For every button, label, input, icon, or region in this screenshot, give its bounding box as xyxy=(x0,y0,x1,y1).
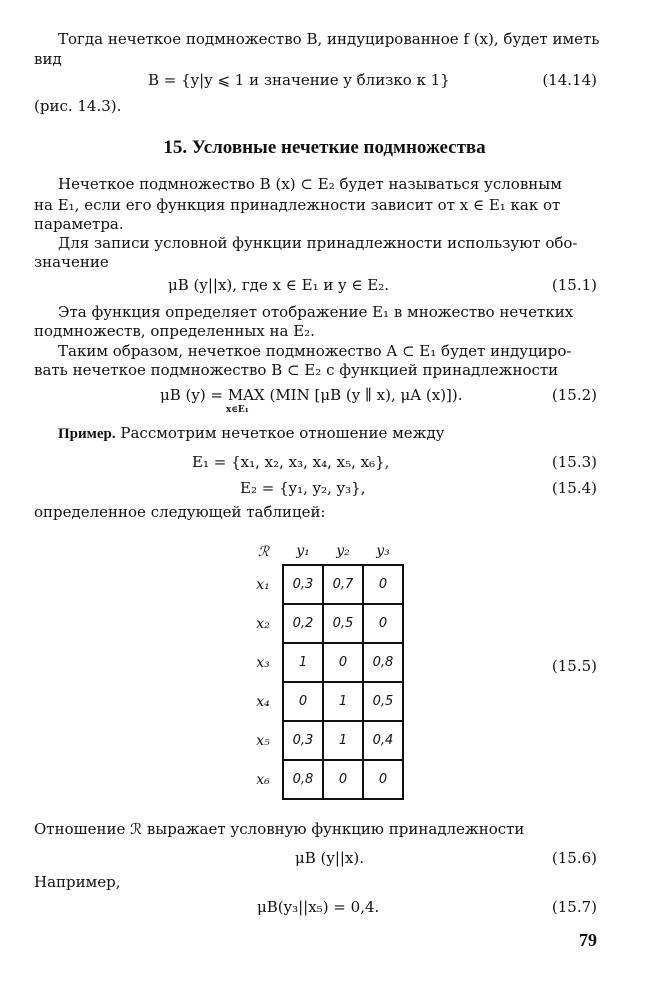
text-line: Например, xyxy=(34,873,121,891)
figure-reference: (рис. 14.3). xyxy=(34,97,122,115)
row-header: x₄ xyxy=(256,693,270,710)
page-number: 79 xyxy=(579,930,597,950)
table-cell: 0 xyxy=(363,604,403,643)
text-line: вать нечеткое подмножество B ⊂ E₂ с функцией принадлежности xyxy=(34,361,559,379)
column-header: y₂ xyxy=(336,543,350,559)
table-row xyxy=(244,643,403,682)
table-cell: 1 xyxy=(323,721,363,760)
table-cell: 0,8 xyxy=(283,760,323,799)
text-line: на E₁, если его функция принадлежности зависит от x ∈ E₁ как от xyxy=(34,196,561,214)
table-row xyxy=(244,565,403,604)
text-line: Нечеткое подмножество B (x) ⊂ E₂ будет называться условным xyxy=(58,175,562,193)
max-operator xyxy=(225,385,265,415)
equation-15-6: μB (y||x). xyxy=(295,849,365,867)
equation-number: (15.2) xyxy=(551,386,597,404)
text-line: Таким образом, нечеткое подмножество A ⊂ E₁ будет индуциро- xyxy=(58,342,572,360)
table-cell: 0,2 xyxy=(283,604,323,643)
text-line: подмножеств, определенных на E₂. xyxy=(34,322,315,340)
text-line: определенное следующей таблицей: xyxy=(34,503,326,521)
equation-number: (15.1) xyxy=(551,276,597,294)
equation-15-7: μB(y₃||x₅) = 0,4. xyxy=(257,898,380,916)
text-line: параметра. xyxy=(34,215,124,233)
relation-table-wrap xyxy=(244,538,404,800)
max-subscript: x∈E₁ xyxy=(225,405,249,415)
table-cell: 0 xyxy=(323,643,363,682)
text-line: Тогда нечеткое подмножество B, индуцированное f (x), будет иметь xyxy=(58,30,600,48)
table-cell: 0,3 xyxy=(283,565,323,604)
column-header: y₁ xyxy=(296,543,310,559)
equation-number: (15.3) xyxy=(551,453,597,471)
equation-lhs: μB (y) = xyxy=(160,386,228,404)
table-cell: 1 xyxy=(283,643,323,682)
table-cell: 0,4 xyxy=(363,721,403,760)
table-cell: 1 xyxy=(323,682,363,721)
row-header: x₁ xyxy=(256,576,270,593)
column-header: y₃ xyxy=(376,543,390,559)
row-header: x₂ xyxy=(256,615,270,632)
equation-14-14: B = {y|y ⩽ 1 и значение y близко к 1} xyxy=(148,71,450,89)
example-label: Пример. xyxy=(58,426,116,442)
table-cell: 0 xyxy=(323,760,363,799)
table-cell: 0,8 xyxy=(363,643,403,682)
table-cell: 0 xyxy=(363,565,403,604)
max-label: MAX xyxy=(227,386,265,404)
example-line xyxy=(58,424,445,444)
text-line: Отношение ℛ выражает условную функцию принадлежности xyxy=(34,820,525,838)
equation-15-4: E₂ = {y₁, y₂, y₃}, xyxy=(240,479,366,497)
example-text: Рассмотрим нечеткое отношение между xyxy=(115,424,445,442)
equation-number: (15.6) xyxy=(551,849,597,867)
section-title: 15. Условные нечеткие подмножества xyxy=(163,137,486,158)
table-cell: 0,7 xyxy=(323,565,363,604)
table-row xyxy=(244,760,403,799)
equation-15-3: E₁ = {x₁, x₂, x₃, x₄, x₅, x₆}, xyxy=(192,453,390,471)
equation-number: (14.14) xyxy=(542,71,597,89)
relation-table xyxy=(244,538,404,800)
equation-15-2 xyxy=(160,385,463,415)
equation-rhs: (MIN [μB (y ∥ x), μA (x)]). xyxy=(264,386,463,404)
table-cell: 0,3 xyxy=(283,721,323,760)
table-cell: 0 xyxy=(283,682,323,721)
row-header: x₃ xyxy=(256,654,270,671)
row-header: x₆ xyxy=(256,771,270,788)
table-cell: 0,5 xyxy=(323,604,363,643)
text-line: вид xyxy=(34,50,62,68)
table-row xyxy=(244,682,403,721)
relation-symbol: ℛ xyxy=(257,543,270,560)
equation-number: (15.4) xyxy=(551,479,597,497)
equation-number: (15.5) xyxy=(551,657,597,675)
table-cell: 0,5 xyxy=(363,682,403,721)
equation-15-1: μB (y||x), где x ∈ E₁ и y ∈ E₂. xyxy=(168,276,390,294)
table-row xyxy=(244,721,403,760)
text-line: значение xyxy=(34,253,109,271)
text-line: Эта функция определяет отображение E₁ в множество нечетких xyxy=(58,303,574,321)
row-header: x₅ xyxy=(256,732,270,749)
text-line: Для записи условной функции принадлежности используют обо- xyxy=(58,234,578,252)
table-header-row xyxy=(244,538,403,565)
table-row xyxy=(244,604,403,643)
equation-number: (15.7) xyxy=(551,898,597,916)
table-cell: 0 xyxy=(363,760,403,799)
